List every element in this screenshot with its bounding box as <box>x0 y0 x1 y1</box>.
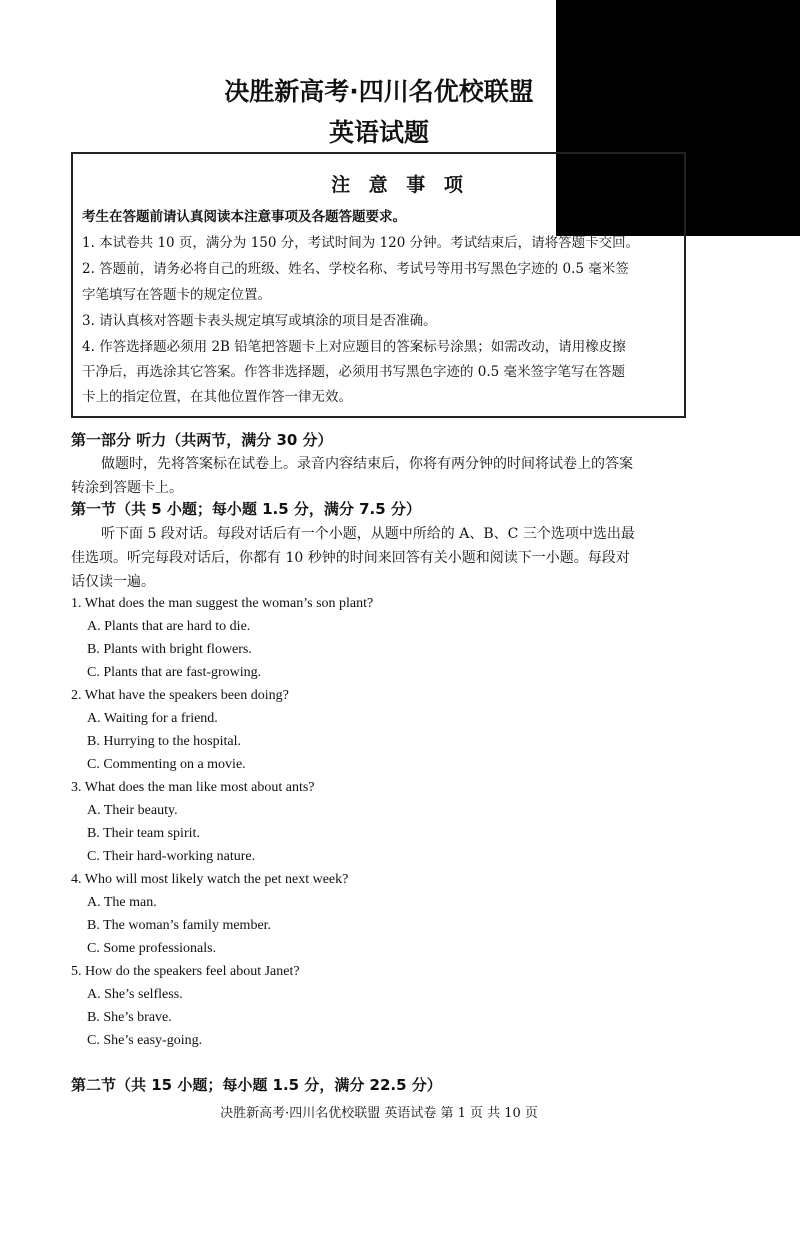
notice-title: 注 意 事 项 <box>331 174 469 196</box>
question-stem: 4. Who will most likely watch the pet next week? <box>71 872 349 887</box>
notice-line: 卡上的指定位置，在其他位置作答一律无效。 <box>82 389 352 405</box>
section1-instruction: 佳选项。听完每段对话后，你都有 10 秒钟的时间来回答有关小题和阅读下一小题。每段对 <box>71 550 630 566</box>
notice-line: 字笔填写在答题卡的规定位置。 <box>82 287 271 303</box>
notice-line: 4. 作答选择题必须用 2B 铅笔把答题卡上对应题目的答案标号涂黑；如需改动，请用橡皮擦 <box>82 339 626 355</box>
notice-line: 考生在答题前请认真阅读本注意事项及各题答题要求。 <box>82 209 406 225</box>
answer-option: B. Their team spirit. <box>87 826 200 841</box>
answer-option: C. Some professionals. <box>87 941 217 956</box>
question-stem: 1. What does the man suggest the woman’s son plant? <box>71 596 374 611</box>
exam-subtitle: 英语试题 <box>328 118 429 147</box>
answer-option: B. Hurrying to the hospital. <box>87 734 241 749</box>
answer-option: B. She’s brave. <box>87 1010 172 1025</box>
section1-heading: 第一节（共 5 小题；每小题 1.5 分，满分 7.5 分） <box>71 500 421 518</box>
answer-option: A. The man. <box>87 895 157 910</box>
section1-instruction: 话仅读一遍。 <box>71 574 155 590</box>
part1-intro: 转涂到答题卡上。 <box>71 480 183 496</box>
section1-instruction: 听下面 5 段对话。每段对话后有一个小题，从题中所给的 A、B、C 三个选项中选出最 <box>101 526 635 542</box>
notice-line: 干净后，再选涂其它答案。作答非选择题，必须用书写黑色字迹的 0.5 毫米签字笔写在答题 <box>82 364 626 380</box>
answer-option: C. Commenting on a movie. <box>87 757 246 772</box>
answer-option: C. Their hard-working nature. <box>87 849 256 864</box>
notice-line: 2. 答题前，请务必将自己的班级、姓名、学校名称、考试号等用书写黑色字迹的 0.5 毫米签 <box>82 261 629 277</box>
answer-option: C. She’s easy-going. <box>87 1033 203 1048</box>
notice-line: 1. 本试卷共 10 页，满分为 150 分，考试时间为 120 分钟。考试结束后，请将答题卡交回。 <box>82 235 640 251</box>
answer-option: A. She’s selfless. <box>87 987 183 1002</box>
section2-heading: 第二节（共 15 小题；每小题 1.5 分，满分 22.5 分） <box>71 1076 442 1094</box>
notice-line: 3. 请认真核对答题卡表头规定填写或填涂的项目是否准确。 <box>82 313 437 329</box>
exam-title: 决胜新高考·四川名优校联盟 <box>224 77 534 106</box>
question-stem: 5. How do the speakers feel about Janet? <box>71 964 300 979</box>
answer-option: A. Waiting for a friend. <box>87 711 218 726</box>
answer-option: B. Plants with bright flowers. <box>87 642 252 657</box>
answer-option: C. Plants that are fast-growing. <box>87 665 262 680</box>
question-stem: 2. What have the speakers been doing? <box>71 688 289 703</box>
answer-option: A. Plants that are hard to die. <box>87 619 251 634</box>
page-footer: 决胜新高考·四川名优校联盟 英语试卷 第 1 页 共 10 页 <box>220 1106 538 1121</box>
question-stem: 3. What does the man like most about ants? <box>71 780 315 795</box>
answer-option: B. The woman’s family member. <box>87 918 272 933</box>
part1-heading: 第一部分 听力（共两节，满分 30 分） <box>71 431 333 449</box>
part1-intro: 做题时，先将答案标在试卷上。录音内容结束后，你将有两分钟的时间将试卷上的答案 <box>101 456 633 472</box>
answer-option: A. Their beauty. <box>87 803 178 818</box>
